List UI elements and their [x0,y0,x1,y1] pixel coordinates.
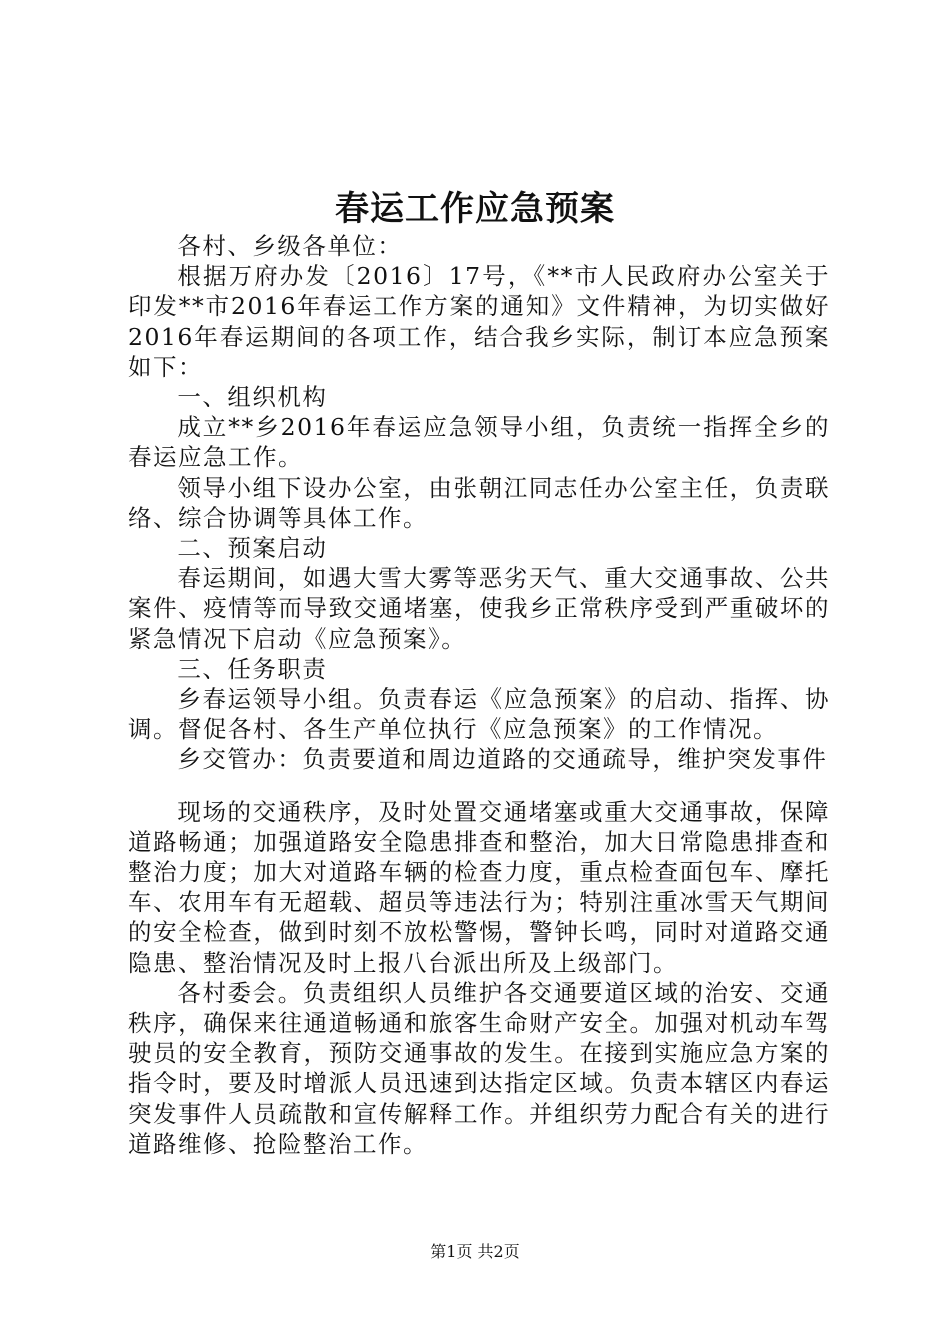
duties-traffic-paragraph: 乡交管办：负责要道和周边道路的交通疏导，维护突发事件 [177,745,828,774]
organization-paragraph: 成立**乡2016年春运应急领导小组，负责统一指挥全乡的春运应急工作。 [128,413,830,472]
document-title: 春运工作应急预案 [335,189,615,229]
intro-paragraph: 根据万府办发〔2016〕17号，《**市人民政府办公室关于印发**市2016年春运工作方案的通知》文件精神，为切实做好2016年春运期间的各项工作，结合我乡实际，制订本应急预案如下： [128,262,830,381]
office-paragraph: 领导小组下设办公室，由张朝江同志任办公室主任，负责联络、综合协调等具体工作。 [128,473,830,532]
activation-paragraph: 春运期间，如遇大雪大雾等恶劣天气、重大交通事故、公共案件、疫情等而导致交通堵塞，使我乡正常秩序受到严重破坏的紧急情况下启动《应急预案》。 [128,564,830,653]
document-body [128,231,830,1159]
section-heading-duties: 三、任务职责 [177,654,328,683]
section-heading-activation: 二、预案启动 [177,534,328,563]
page-number-footer: 第1页 共2页 [430,1242,520,1261]
duties-leadership-paragraph: 乡春运领导小组。负责春运《应急预案》的启动、指挥、协调。督促各村、各生产单位执行《应急预案》的工作情况。 [128,685,830,744]
salutation: 各村、乡级各单位： [177,232,403,260]
duties-village-paragraph: 各村委会。负责组织人员维护各交通要道区域的治安、交通秩序，确保来往通道畅通和旅客生命财产安全。加强对机动车驾驶员的安全教育，预防交通事故的发生。在接到实施应急方案的指令时，要及时增派人员迅速到达指定区域。负责本辖区内春运突发事件人员疏散和宣传解释工作。并组织劳力配合有关的进行道路维修、抢险整治工作。 [128,978,830,1158]
section-heading-organization: 一、组织机构 [177,383,328,412]
duties-traffic-continued-paragraph: 现场的交通秩序，及时处置交通堵塞或重大交通事故，保障道路畅通；加强道路安全隐患排查和整治，加大日常隐患排查和整治力度；加大对道路车辆的检查力度，重点检查面包车、摩托车、农用车有无超载、超员等违法行为；特别注重冰雪天气期间的安全检查，做到时刻不放松警惕，警钟长鸣，同时对道路交通隐患、整治情况及时上报八台派出所及上级部门。 [128,797,830,977]
